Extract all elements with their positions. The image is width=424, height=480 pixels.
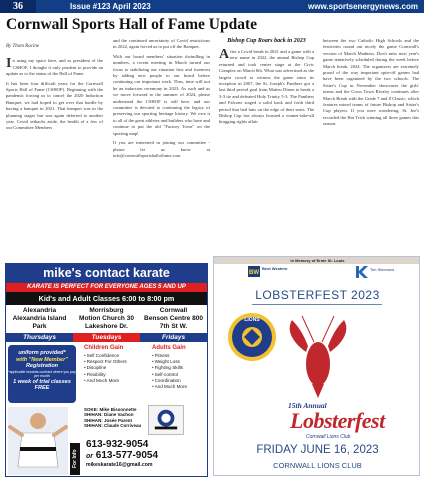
lobsterfest-brand: Lobsterfest (290, 408, 385, 433)
svg-text:BW: BW (249, 270, 259, 276)
contact-email[interactable]: mikeskarate16@gmail.com (86, 462, 153, 468)
instructors-list: SOKE: Mike Bissonnette SHIHAN: Diane Vachon SHIHAN: Josée Parent SHIHAN: Claude Corriveau (84, 407, 142, 429)
location-alexandria: Alexandria Alexandria Island Park Thursdays (6, 305, 73, 343)
location-cornwall: Cornwall Benson Centre 800 7th St W. Fridays (140, 305, 207, 343)
adults-gain-list: Adults Gain •Fitness •Weight Loss •Fighting Skills •Self-control •Coordination •And Much More (152, 345, 188, 390)
for-info-tab: For Info (70, 443, 80, 475)
sponsor-k-logo-icon (354, 266, 368, 278)
col2-para-3: If you are interested in joining our committee - please let us know at info@cornwallsportshalloffame.com (113, 140, 210, 158)
article-column-3 (219, 38, 314, 129)
page-number: 36 (0, 0, 36, 13)
uniform-offer-badge: uniform provided* with "New Member" Registration *applicable towards contract where you pay per month 1 week of trial classes FREE (8, 345, 76, 403)
karate-ad[interactable] (5, 263, 208, 477)
issue-label: Issue #123 April 2023 (70, 2, 151, 11)
children-gain-list: Children Gain •Self Confidence •Respect For Others •Discipline •Flexibility •And Much More (84, 345, 127, 383)
phone-secondary[interactable]: 613-577-9054 (95, 450, 159, 461)
lobster-illustration-icon (278, 312, 358, 402)
belt-emblem-icon (148, 405, 184, 435)
best-western-logo-icon (248, 266, 260, 277)
article-column-4 (323, 38, 419, 131)
page-header (0, 0, 424, 13)
lions-club-logo-icon (226, 309, 278, 367)
karate-class-times: Kid's and Adult Classes 6:00 to 8:00 pm (6, 292, 207, 305)
sponsor-best-western: Best Western (262, 266, 288, 271)
phone-primary[interactable]: 613-932-9054 (86, 439, 149, 450)
lobsterfest-ad[interactable] (213, 256, 420, 476)
event-date: FRIDAY JUNE 16, 2023 (256, 444, 379, 456)
site-url[interactable]: www.sportsenergynews.com (308, 2, 418, 11)
karate-kid-photo (8, 407, 68, 475)
article-headline: Cornwall Sports Hall of Fame Update (6, 16, 258, 33)
contact-block: 613-932-9054 or 613-577-9054 mikeskarate16@gmail.com (86, 439, 159, 468)
day-tuesdays: Tuesdays (73, 333, 140, 342)
memorial-band: In Memory of Ernie St. Louis (214, 257, 420, 264)
sponsor-tim-simmons: Tim Simmons (370, 267, 395, 272)
col2-para-1: and the continued uncertainty of Covid restrictions in 2022, again forced us to put off the Banquet. (113, 38, 210, 50)
karate-tagline: KARATE IS PERFECT FOR EVERYONE AGES 5 AND UP (6, 283, 207, 292)
lobsterfest-title: LOBSTERFEST 2023 (255, 288, 380, 302)
karate-ad-body (6, 343, 208, 477)
col1-para-1: In using my space here, and as president of the CSHOF, I thought it only prudent to provide an update as to the status of the Hall of Fame. (6, 56, 103, 77)
anniversary-label: 15th Annual (288, 401, 327, 410)
article-column-1 (6, 38, 103, 135)
karate-locations (6, 305, 207, 343)
dropcap-i: I (6, 56, 12, 72)
lions-word: LIONS (244, 317, 260, 323)
col2-para-2: With our board members' situation dwindling in numbers, a recent meeting in March turned our focus to stabilizing our situation first and foremost by adding new people to our board before continuing our important work. Thus, time will not be an induction ceremony in 2023. As such and as we move forward to the summer of 2024, please understand the CSHOF is still here, and our committee is devoted to continuing the legacy of preserving our sporting heritage history. We owe it to all of the great athletes and builders who have and continue to put the old "Factory Town" on the sporting map! (113, 53, 210, 136)
byline: By Thom Racine (6, 44, 40, 49)
col1-para-2: It has been four difficult years for the Cornwall Sports Hall of Fame (CSHOF). Beginning with the pandemic forcing us to cancel the 2020 Induction Banquet, we had hoped to get over that hurdle by having a banquet in 2021. That banquet was in the planning stages but was again deferred to another year. Covid setbacks aside, the health of a few of our Committee Members (6, 80, 103, 131)
article-column-2 (113, 38, 210, 162)
col3-para-1: After a Covid break in 2021 and a game with a new name in 2022, the annual Bishop Cup returned and took center stage at the Civic Complex on March 8th. What was advertised as the largest crowd to witness the game since its inception in 2007, the St. Joseph's Panthers got a last third period goal from Matteo Dinon to break a 3-3 tie and defeated Holy Trinity 5-3. The Panthers and Falcons staged a solid back and forth third period that had fans on the edge of their seats. The Bishop Cup has always boasted a winner-take-all bragging rights affair (219, 47, 314, 125)
location-morrisburg: Morrisburg Motion Church 30 Lakeshore Dr. Tuesdays (73, 305, 140, 343)
dropcap-a: A (219, 47, 230, 62)
day-thursdays: Thursdays (6, 333, 73, 342)
bishop-cup-subhead: Bishop Cup Roars back in 2023 (227, 38, 306, 44)
title-divider (252, 304, 382, 305)
day-fridays: Fridays (140, 333, 207, 342)
col4-para-1: between the two Catholic High Schools and the festivities round out nicely the game Cornwall's version of March Madness. Don't miss next year's game tentatively scheduled during the week before March break, 2024. The organizers are extremely proud of the way important spin-off games had have been organized by the two schools. The Sister's Cup in November showcases the girls' teams and the Cross Town Rivalry continues after March Break with the Grade 7 and 8 Classic, which features mixed teams of future Bishop and Sister's Cup players. If you were wondering, St. Joe's recorded the Hat Trick winning all three games this season. (323, 38, 419, 127)
karate-title: mike's contact karate (6, 264, 207, 283)
event-organizer: CORNWALL LIONS CLUB (273, 461, 362, 470)
brand-club-caption: Cornwall Lions Club (306, 434, 351, 440)
